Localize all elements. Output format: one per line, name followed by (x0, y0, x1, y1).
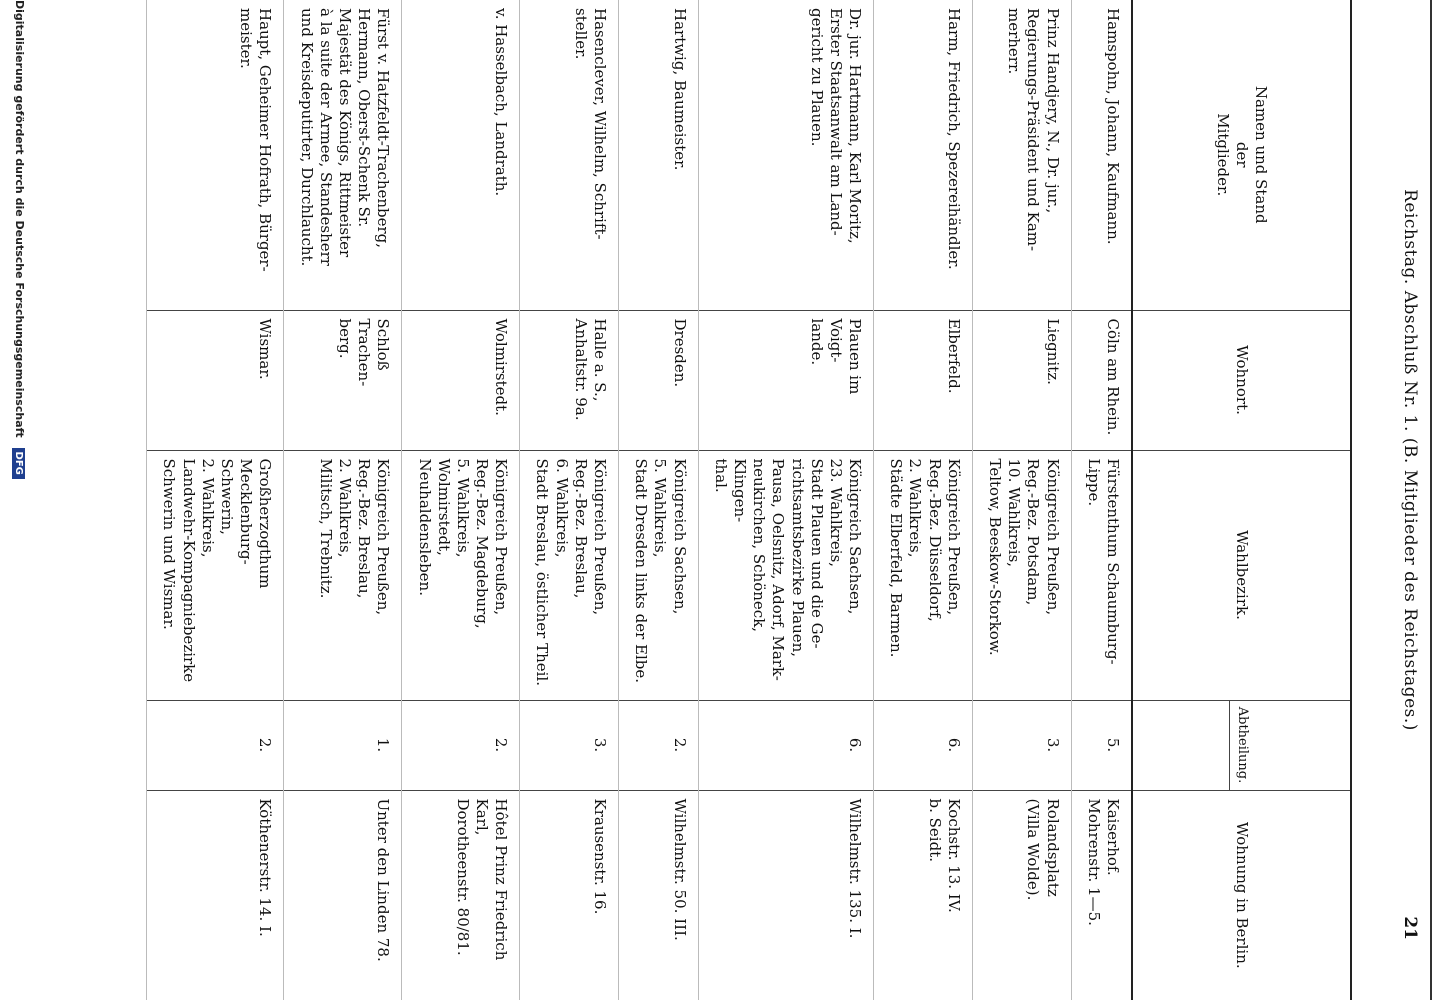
cell-berlin-line: (Villa Wolde). (1024, 798, 1043, 901)
cell-district (402, 450, 520, 700)
header-division-label: Abtheilung. (1229, 701, 1255, 790)
cell-berlin-line: Wilhelmstr. 50. III. (670, 798, 689, 941)
header-berlin: Wohnung in Berlin. (1132, 790, 1350, 1000)
cell-district-line: 2. Wahlkreis, (906, 458, 925, 558)
cell-name (972, 0, 1071, 310)
digitization-note (2, 0, 32, 1000)
cell-district-line: 10. Wahlkreis, (1005, 458, 1024, 568)
header-residence: Wohnort. (1132, 310, 1350, 450)
cell-name (402, 0, 520, 310)
cell-district (698, 450, 874, 700)
cell-district-line: 5. Wahlkreis, (651, 458, 670, 558)
table-row (520, 0, 619, 1000)
header-name-line: der (1233, 141, 1252, 168)
running-head-title: Reichstag. Abschluß Nr. 1. (B. Mitglieder des Reichstages.) (1400, 189, 1420, 731)
cell-name-line: Dr. jur. Hartmann, Karl Moritz, (846, 8, 865, 244)
cell-name (284, 0, 402, 310)
cell-district-line: Stadt Plauen und die Ge- (807, 458, 826, 649)
cell-residence-line: Elberfeld. (944, 318, 963, 394)
cell-berlin-line: b. Seidt. (925, 798, 944, 862)
cell-berlin (284, 790, 402, 1000)
cell-district-line: Stadt Breslau, östlicher Theil. (533, 458, 552, 686)
cell-residence-line: Plauen im Voigt- (826, 318, 865, 395)
cell-division: 6. (698, 700, 874, 790)
cell-residence (972, 310, 1071, 450)
table-row (402, 0, 520, 1000)
cell-division: 2. (619, 700, 699, 790)
cell-district-line: thal. (711, 458, 730, 493)
page-number: 21 (1400, 916, 1420, 940)
cell-district-line: Reg.-Bez. Breslau, (571, 458, 590, 599)
cell-berlin-line: Unter den Linden 78. (374, 798, 393, 962)
cell-district (284, 450, 402, 700)
cell-district-line: Landwehr-Kompagniebezirke (179, 458, 198, 683)
cell-berlin-line: Rolandsplatz (1043, 798, 1062, 897)
cell-name (520, 0, 619, 310)
cell-district-line: richtsamtsbezirke Plauen, (788, 458, 807, 658)
table-row (698, 0, 874, 1000)
cell-district-line: Schwerin, (218, 458, 237, 535)
cell-residence-line: Wolmirstedt. (492, 318, 511, 416)
cell-district-line: 2. Wahlkreis, (336, 458, 354, 558)
cell-berlin-line: Mohrenstr. 1—5. (1084, 798, 1103, 926)
cell-district (874, 450, 973, 700)
cell-name-line: steller. (571, 8, 590, 60)
header-name-line: Mitglieder. (1213, 113, 1232, 197)
cell-district-line: Teltow, Beeskow-Storkow. (986, 458, 1005, 656)
cell-berlin-line: Dorotheenstr. 80/81. (453, 798, 472, 956)
cell-name-line: meister. (237, 8, 256, 69)
cell-residence-line: Cöln am Rhein. (1104, 318, 1122, 436)
cell-berlin-line: Karl, (473, 798, 492, 836)
cell-district (520, 450, 619, 700)
cell-berlin (972, 790, 1071, 1000)
cell-residence (874, 310, 973, 450)
cell-residence (147, 310, 284, 450)
cell-berlin (698, 790, 874, 1000)
header-name (1132, 0, 1350, 310)
member-rows (147, 0, 1132, 1000)
table-row (972, 0, 1071, 1000)
cell-district-line: Reg.-Bez. Düsseldorf, (925, 458, 944, 622)
cell-division: 2. (402, 700, 520, 790)
cell-berlin-line: Wilhelmstr. 135. I. (846, 798, 865, 939)
cell-name-line: merherr. (1005, 8, 1024, 75)
cell-name-line: Majestät des Königs, Rittmeister (336, 8, 354, 258)
cell-division: 3. (520, 700, 619, 790)
cell-district-line: Städte Elberfeld, Barmen. (887, 458, 906, 658)
cell-residence-line: Anhaltstr. 9a. (571, 318, 590, 421)
dfg-logo: DFG (12, 448, 25, 479)
cell-name (619, 0, 699, 310)
cell-berlin (147, 790, 284, 1000)
header-district: Wahlbezirk. (1132, 450, 1350, 700)
cell-district-line: Militsch, Trebnitz. (316, 458, 335, 599)
cell-name (874, 0, 973, 310)
cell-berlin-line: Hôtel Prinz Friedrich (492, 798, 511, 961)
cell-district-line: Reg.-Bez. Breslau, (355, 458, 374, 599)
cell-district-line: Pausa, Oelsnitz, Adorf, Mark- (769, 458, 788, 681)
cell-district (147, 450, 284, 700)
running-head (1390, 20, 1420, 980)
member-table-frame (146, 0, 1352, 1000)
member-table (146, 0, 1350, 1000)
cell-name-line: und Kreisdeputirter, Durchlaucht. (297, 8, 316, 267)
cell-name (698, 0, 874, 310)
table-row (147, 0, 284, 1000)
cell-name-line: Fürst v. Hatzfeldt-Trachenberg, (374, 8, 393, 249)
cell-district-line: Fürstenthum Schaumburg- (1104, 458, 1122, 665)
cell-berlin (874, 790, 973, 1000)
cell-residence-line: Liegnitz. (1043, 318, 1062, 385)
cell-residence (619, 310, 699, 450)
header-row (1132, 0, 1350, 1000)
cell-district-line: Königreich Preußen, (374, 458, 393, 616)
cell-name (147, 0, 284, 310)
cell-name-line: gericht zu Plauen. (807, 8, 826, 147)
cell-district-line: Schwerin und Wismar. (160, 458, 179, 630)
cell-name-line: Hasenclever, Wilhelm, Schrift- (591, 8, 610, 240)
cell-berlin (520, 790, 619, 1000)
cell-district-line: 23. Wahlkreis, (826, 458, 845, 568)
cell-district-line: Königreich Sachsen, (670, 458, 689, 615)
cell-residence-line: Halle a. S., (591, 318, 610, 402)
cell-district-line: Königreich Preußen, (591, 458, 610, 616)
cell-district-line: Stadt Dresden links der Elbe. (632, 458, 651, 684)
cell-division: 2. (147, 700, 284, 790)
cell-name-line: Haupt, Geheimer Hofrath, Bürger- (256, 8, 275, 272)
digitization-label: Digitalisierung gefördert durch die Deutsche Forschungsgemeinschaft (13, 0, 26, 438)
cell-berlin (402, 790, 520, 1000)
cell-residence (402, 310, 520, 450)
cell-residence-line: lande. (807, 318, 826, 366)
cell-district (1071, 450, 1132, 700)
cell-district-line: Wolmirstedt, Neuhaldensleben. (415, 458, 453, 596)
cell-residence-line: Wismar. (256, 318, 275, 380)
cell-district-line: 6. Wahlkreis, (552, 458, 571, 558)
header-name-line: Namen und Stand (1252, 85, 1271, 224)
cell-berlin-line: Kaiserhof. (1104, 798, 1122, 876)
cell-residence (698, 310, 874, 450)
cell-division: 6. (874, 700, 973, 790)
cell-district-line: Königreich Preußen, (944, 458, 963, 616)
cell-residence-line: Dresden. (670, 318, 689, 388)
cell-district-line: neukirchen, Schöneck, Klingen- (731, 458, 769, 633)
cell-district (619, 450, 699, 700)
cell-division: 1. (284, 700, 402, 790)
cell-district-line: Großherzogthum Mecklenburg- (237, 458, 275, 589)
cell-district-line: Reg.-Bez. Magdeburg, (473, 458, 492, 629)
digitization-text (12, 0, 26, 479)
cell-district-line: Königreich Sachsen, (846, 458, 865, 615)
cell-name-line: v. Hasselbach, Landrath. (492, 8, 511, 197)
cell-name-line: Prinz Handjery, N., Dr. jur., (1043, 8, 1062, 214)
cell-berlin-line: Krausenstr. 16. (591, 798, 610, 915)
cell-district-line: 5. Wahlkreis, (453, 458, 472, 558)
table-row (619, 0, 699, 1000)
table-row (284, 0, 402, 1000)
cell-district-line: 2. Wahlkreis, (198, 458, 217, 558)
cell-name-line: Hermann, Oberst-Schenk Sr. (355, 8, 374, 228)
cell-residence-line: Schloß Trachen- (355, 318, 393, 387)
cell-berlin (1071, 790, 1132, 1000)
cell-residence (520, 310, 619, 450)
cell-berlin (619, 790, 699, 1000)
cell-name-line: Harm, Friedrich, Spezereihändler. (944, 8, 963, 270)
cell-residence-line: berg. (336, 318, 354, 359)
header-division (1132, 700, 1350, 790)
cell-berlin-line: Kochstr. 13. IV. (944, 798, 963, 913)
cell-name-line: à la suite der Armee, Standesherr (316, 8, 335, 266)
table-row (874, 0, 973, 1000)
cell-residence (284, 310, 402, 450)
cell-name-line: Erster Staatsanwalt am Land- (826, 8, 845, 236)
cell-division: 3. (972, 700, 1071, 790)
cell-name-line: Hamspohn, Johann, Kaufmann. (1104, 8, 1122, 245)
cell-residence (1071, 310, 1132, 450)
table-row (1071, 0, 1132, 1000)
cell-district (972, 450, 1071, 700)
cell-district-line: Lippe. (1084, 458, 1103, 507)
cell-name-line: Regierungs-Präsident und Kam- (1024, 8, 1043, 252)
cell-district-line: Königreich Preußen, (492, 458, 511, 616)
cell-division: 5. (1071, 700, 1132, 790)
cell-district-line: Reg.-Bez. Potsdam, (1024, 458, 1043, 606)
cell-name-line: Hartwig, Baumeister. (670, 8, 689, 171)
cell-berlin-line: Köthenerstr. 14. I. (256, 798, 275, 937)
cell-district-line: Königreich Preußen, (1043, 458, 1062, 616)
cell-name (1071, 0, 1132, 310)
